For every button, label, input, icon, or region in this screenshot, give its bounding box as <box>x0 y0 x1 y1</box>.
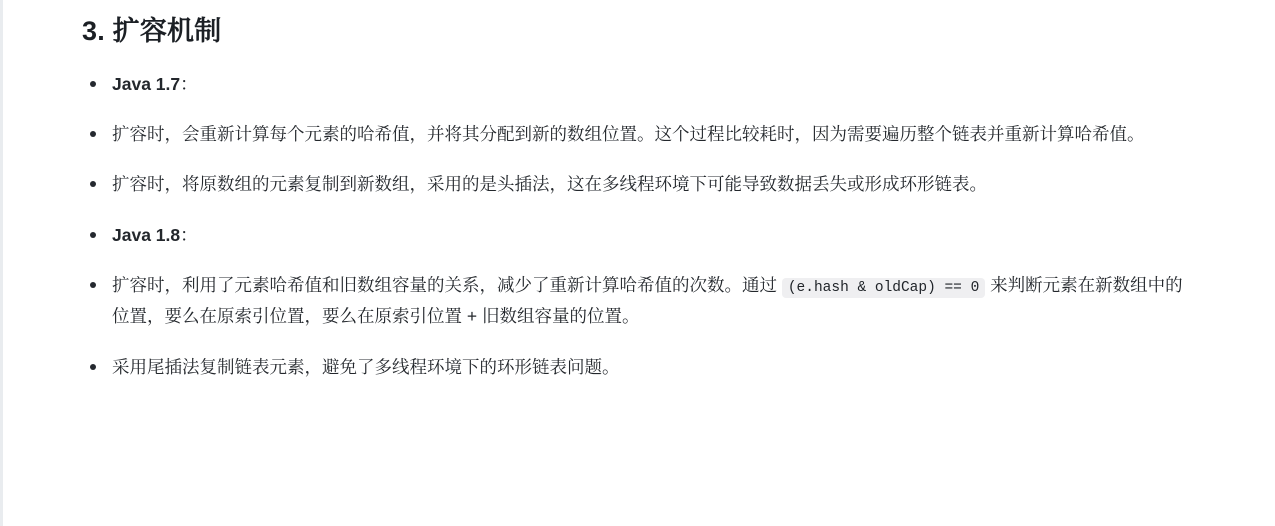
list-item-text-before: 扩容时，利用了元素哈希值和旧数组容量的关系，减少了重新计算哈希值的次数。通过 <box>112 274 782 295</box>
list-item-text: 采用尾插法复制链表元素，避免了多线程环境下的环形链表问题。 <box>112 356 620 377</box>
list-item <box>82 270 1189 333</box>
bullet-list <box>82 69 1189 383</box>
list-item <box>82 69 1189 100</box>
page-title: 3. 扩容机制 <box>82 16 222 46</box>
list-item-suffix: ： <box>180 224 198 245</box>
list-item <box>82 352 1189 383</box>
list-item-label: Java 1.8 <box>112 224 181 245</box>
list-item <box>82 119 1189 150</box>
list-item-suffix: ： <box>180 74 198 95</box>
left-edge-rule <box>0 0 3 526</box>
list-item-text: 扩容时，将原数组的元素复制到新数组，采用的是头插法，这在多线程环境下可能导致数据丢失或形成环形链表。 <box>112 174 987 195</box>
list-item <box>82 169 1189 200</box>
list-item-text-after: 来判断元素在新数组中的位置，要么在原索引位置，要么在原索引位置 + 旧数组容量的位置。 <box>112 274 1183 327</box>
list-item-label: Java 1.7 <box>112 74 181 95</box>
list-item-text: 扩容时，会重新计算每个元素的哈希值，并将其分配到新的数组位置。这个过程比较耗时，因为需要遍历整个链表并重新计算哈希值。 <box>112 124 1145 145</box>
inline-code: (e.hash & oldCap) == 0 <box>782 278 985 298</box>
list-item <box>82 220 1189 251</box>
